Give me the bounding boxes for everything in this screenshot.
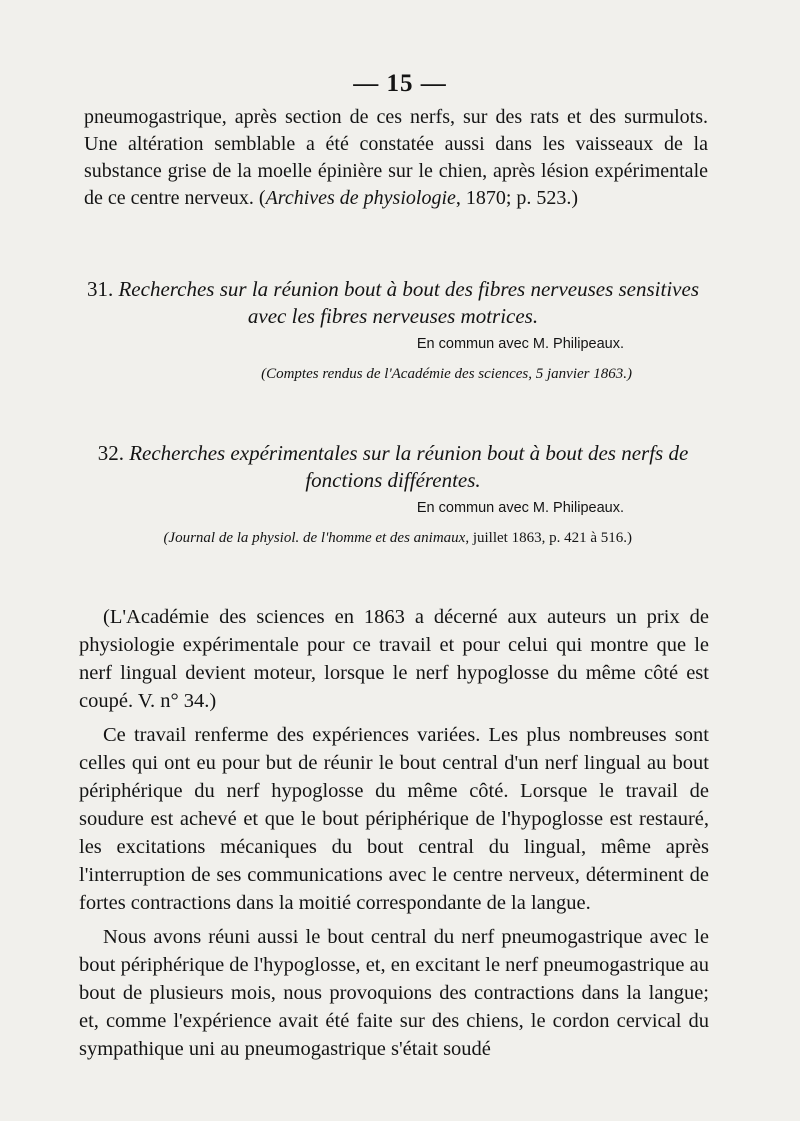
continuation-paragraph [84,104,708,212]
journal-name: Archives de physiologie [265,187,456,209]
entry-title-text: Recherches sur la réunion bout à bout des fibres nerveuses sensitives avec les fibres nerveuses motrices. [118,277,699,328]
entry-number: 32. [97,441,124,465]
paragraph: Nous avons réuni aussi le bout central du nerf pneumogastrique avec le bout périphérique de l'hypoglosse, et, en excitant le nerf pneumogastrique au bout de plusieurs mois, nous provoquions des contractions dans la langue; et, comme l'expérience avait été faite sur des chiens, le cordon cervical du sympathique uni au pneumogastrique s'était soudé [79,926,709,1060]
paragraph: (L'Académie des sciences en 1863 a décerné aux auteurs un prix de physiologie expérimentale pour ce travail et pour celui qui montre que le nerf lingual devient moteur, lorsque le nerf hypoglosse du même côté est coupé. V. n° 34.) [79,606,709,712]
entry-title [78,440,708,494]
paragraph: Ce travail renferme des expériences variées. Les plus nombreuses sont celles qui ont eu pour but de réunir le bout central d'un nerf lingual au bout périphérique du nerf hypoglosse du même côté. Lorsque le travail de soudure est achevé et que le bout périphérique de l'hypoglosse est restauré, les excitations mécaniques du bout central du lingual, même après l'interruption de ses communications avec le centre nerveux, déterminent de fortes contractions dans la moitié correspondante de la langue. [79,724,709,914]
reference-journal: (Journal de la physiol. de l'homme et des animaux [163,530,466,546]
reference [78,530,708,547]
body-text [79,603,709,1069]
continuation-text-a: pneumogastrique, après section de ces nerfs, sur des rats et des surmulots. Une altération semblable a été constatée aussi dans les vaisseaux de la substance grise de la moelle épinière sur le chien, après lésion expérimentale de ce centre nerveux. ( [84,106,708,209]
continuation-text-b: , 1870; p. 523.) [455,187,579,209]
reference-rest: , juillet 1863, p. 421 à 516.) [465,530,632,546]
page-number: — 15 — [353,70,447,97]
entry-32 [78,440,708,547]
reference: (Comptes rendus de l'Académie des sciences, 5 janvier 1863.) [261,366,632,382]
entry-31 [78,276,708,383]
entry-title-text: Recherches expérimentales sur la réunion bout à bout des nerfs de fonctions différentes. [129,441,689,492]
collaboration-note: En commun avec M. Philipeaux. [416,336,624,352]
collaboration-note: En commun avec M. Philipeaux. [416,500,624,516]
entry-title [78,276,708,330]
entry-number: 31. [86,277,114,301]
